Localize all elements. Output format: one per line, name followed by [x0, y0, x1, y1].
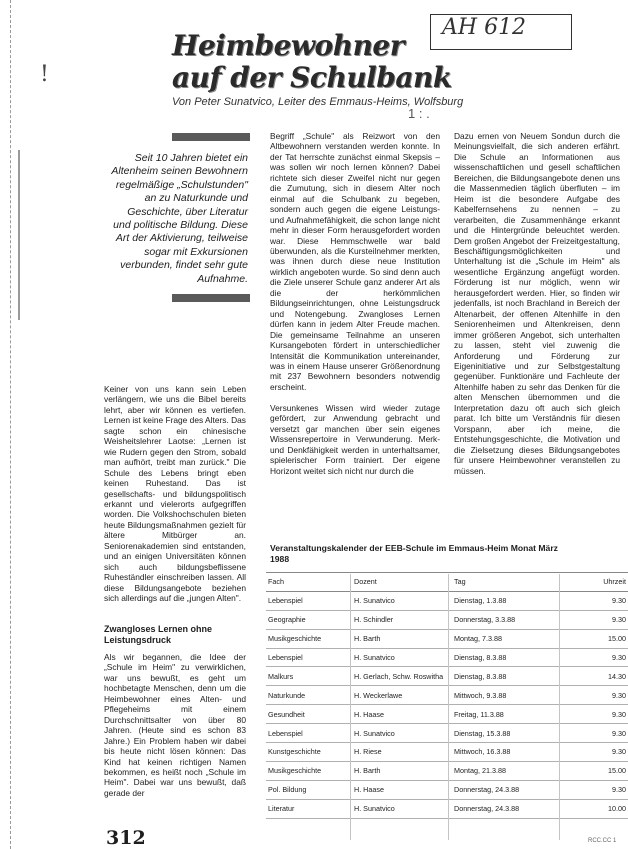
- schedule-cell-day: Donnerstag, 24.3.88: [452, 780, 566, 799]
- schedule-row: [266, 610, 628, 629]
- schedule-table: [266, 572, 628, 819]
- schedule-cell-lecturer: H. Sunatvico: [352, 648, 452, 667]
- body-subheading: Zwangloses Lernen ohne Leistungsdruck: [104, 624, 213, 645]
- schedule-cell-subject: Literatur: [266, 799, 352, 818]
- schedule-header-row: [266, 573, 628, 592]
- schedule-cell-day: Freitag, 11.3.88: [452, 705, 566, 724]
- schedule-cell-lecturer: H. Sunatvico: [352, 724, 452, 743]
- schedule-cell-time: 9.30: [566, 686, 628, 705]
- schedule-column-divider: [350, 574, 351, 840]
- page-number: 312: [106, 827, 146, 849]
- schedule-cell-subject: Malkurs: [266, 667, 352, 686]
- schedule-cell-time: 15.00: [566, 761, 628, 780]
- title-line-1: Heimbewohner: [172, 29, 404, 62]
- teaser-top-bar: [172, 133, 250, 141]
- schedule-cell-day: Mittwoch, 9.3.88: [452, 686, 566, 705]
- margin-bracket: [18, 150, 24, 320]
- schedule-cell-day: Dienstag, 8.3.88: [452, 667, 566, 686]
- schedule-cell-subject: Gesundheit: [266, 705, 352, 724]
- schedule-cell-subject: Naturkunde: [266, 686, 352, 705]
- handwritten-scribble: 1 : .: [408, 106, 430, 121]
- schedule-cell-lecturer: H. Sunatvico: [352, 591, 452, 610]
- schedule-header-subject: Fach: [266, 573, 352, 592]
- schedule-cell-lecturer: H. Barth: [352, 629, 452, 648]
- schedule-row: [266, 629, 628, 648]
- archive-stamp-text: AH 612: [442, 15, 527, 40]
- schedule-cell-day: Donnerstag, 3.3.88: [452, 610, 566, 629]
- schedule-column-divider: [559, 574, 560, 840]
- schedule-cell-subject: Geographie: [266, 610, 352, 629]
- schedule-cell-lecturer: H. Riese: [352, 743, 452, 762]
- schedule-row: [266, 799, 628, 818]
- schedule-row: [266, 591, 628, 610]
- schedule-cell-subject: Lebenspiel: [266, 591, 352, 610]
- schedule-cell-time: 9.30: [566, 724, 628, 743]
- schedule-cell-subject: Musikgeschichte: [266, 629, 352, 648]
- article-byline: Von Peter Sunatvico, Leiter des Emmaus-Heims, Wolfsburg: [172, 96, 464, 108]
- schedule-cell-subject: Lebenspiel: [266, 648, 352, 667]
- schedule-cell-day: Dienstag, 8.3.88: [452, 648, 566, 667]
- schedule-header-day: Tag: [452, 573, 566, 592]
- schedule-cell-lecturer: H. Weckerlawe: [352, 686, 452, 705]
- schedule-cell-time: 15.00: [566, 629, 628, 648]
- body-column-2: Begriff „Schule" als Reizwort von den Altbewohnern verstanden werden konnte. In der Tat herrschte zunächst einmal Skepsis – was sollen wir noch lernen können? Dabei richtete sich dieser Zweifel nicht nur gegen die Zumutung, sich in diesem Alter noch einmal auf die Schulbank zu begeben, sondern auch gegen die eigene Leistungs- und Aufnahmefähigkeit, die schon lange nicht mehr in dieser Form herausgefordert worden war. Diese Hemmschwelle war bald überwunden, als die Kursteilnehmer merkten, was ihnen durch diese neue Institution wirklich angeboten wurde. So sind denn auch die Ziele unserer Schule ganz anderer Art als die der herkömmlichen Bildungseinrichtungen, ohne Leistungsdruck und Notengebung. Zwangloses Lernen dürfen kann in jedem Alter Freude machen. Die gemeinsame Teilnahme an unseren Kursangeboten fördert in unterschiedlicher Intensität die Kommunikation untereinander, was in einem Hause unserer Größenordnung mit 237 Bewohnern besonders notwendig erscheint. Versunkenes Wissen wird wieder zutage gefördert, zur Anwendung gebracht und versetzt gar manchen über sein eigenes Wissensrepertoire in Verwunderung. Merk- und Denkfähigkeit werden in unterhaltsamer, spielerischer Form trainiert. Der eigene Horizont weitet sich nicht nur durch die: [270, 131, 440, 476]
- footer-mark: RCC.CC 1: [588, 838, 617, 844]
- schedule-cell-subject: Kunstgeschichte: [266, 743, 352, 762]
- schedule-cell-time: 9.30: [566, 705, 628, 724]
- schedule-cell-subject: Lebenspiel: [266, 724, 352, 743]
- schedule-cell-lecturer: H. Barth: [352, 761, 452, 780]
- title-line-2: auf der Schulbank: [172, 61, 452, 94]
- article-title: [172, 30, 452, 94]
- schedule-row: [266, 780, 628, 799]
- schedule-cell-day: Montag, 21.3.88: [452, 761, 566, 780]
- schedule-cell-time: 9.30: [566, 610, 628, 629]
- schedule-cell-subject: Musikgeschichte: [266, 761, 352, 780]
- schedule-title: Veranstaltungskalender der EEB-Schule im Emmaus-Heim Monat März 1988: [270, 543, 558, 564]
- schedule-cell-day: Montag, 7.3.88: [452, 629, 566, 648]
- schedule-cell-subject: Pol. Bildung: [266, 780, 352, 799]
- schedule-row: [266, 724, 628, 743]
- schedule-cell-day: Donnerstag, 24.3.88: [452, 799, 566, 818]
- article-teaser: Seit 10 Jahren bietet ein Altenheim seinen Bewohnern regelmäßige „Schulstunden" an zu Naturkunde und Geschichte, über Literatur und politische Bildung. Diese Art der Aktivierung, teilweise sogar mit Exkursionen verbunden, findet sehr gute Aufnahme.: [111, 152, 248, 285]
- schedule-row: [266, 743, 628, 762]
- schedule-header-lecturer: Dozent: [352, 573, 452, 592]
- schedule-column-divider: [448, 574, 449, 840]
- scan-margin-line: [10, 0, 11, 849]
- schedule-cell-lecturer: H. Haase: [352, 705, 452, 724]
- schedule-header-time: Uhrzeit: [566, 573, 628, 592]
- schedule-row: [266, 648, 628, 667]
- margin-exclamation-mark: !: [40, 62, 49, 87]
- schedule-cell-lecturer: H. Haase: [352, 780, 452, 799]
- schedule-cell-time: 9.30: [566, 780, 628, 799]
- schedule-row: [266, 761, 628, 780]
- body-column-1-intro: Keiner von uns kann sein Leben verlängern, wie uns die Bibel bereits lehrt, aber wir können es vertiefen. Lernen ist keine Frage des Alters. Das sagte schon ein chinesische Weisheitslehrer Laotse: „Lernen ist wie Rudern gegen den Strom, sobald man aufhört, treibt man zurück." Die Schule des Lebens bringt eben keinen Ruhestand. Das ist gesellschafts- und bildungspolitisch erkannt und vielerorts aufgegriffen worden. Die Volkshochschulen bieten heute Bildungsmaßnahmen gezielt für ältere Mitbürger an. Seniorenakademien sind entstanden, und an einigen Universitäten können sich auch bildungsbeflissene Ruheständler einschreiben lassen. All diese Bildungsangebote beziehen sich allerdings auf die „jungen Alten".: [104, 384, 246, 604]
- schedule-cell-day: Mittwoch, 16.3.88: [452, 743, 566, 762]
- schedule-cell-time: 9.30: [566, 648, 628, 667]
- schedule-row: [266, 705, 628, 724]
- schedule-cell-lecturer: H. Schindler: [352, 610, 452, 629]
- schedule-cell-time: 10.00: [566, 799, 628, 818]
- schedule-row: [266, 667, 628, 686]
- body-column-1-continued: Als wir begannen, die Idee der „Schule im Heim" zu verwirklichen, war uns bewußt, es geht um hochbetagte Menschen, denn um die Heimbewohner eines Alten- und Pflegeheims mit einem Durchschnittsalter von über 80 Jahren. (Heute sind es schon 83 Jahre.) Ein Problem haben wir dabei bis heute nicht lösen können: Das Kind hat keinen richtigen Namen bekommen, es heißt noch „Schule im Heim". Dabei war uns bewußt, daß gerade der: [104, 652, 246, 798]
- teaser-bottom-bar: [172, 294, 250, 302]
- schedule-cell-time: 9.30: [566, 743, 628, 762]
- body-column-3: Dazu ernen von Neuem Sondun durch die Meinungsvielfalt, die sich anderen erfährt. Die Schule an Informationen aus wissenschaftlichen und gesell schaftlichen Bereichen, die Bildungsangebote denen uns die Massenmedien täglich überfluten – im Heim ist die besondere Aufgabe des Kabelfernsehens zu nennen – zu verarbeiten, die Zusammenhänge erkannt und die Hintergründe beleuchtet werden. Dem großen Angebot der Freizeitgestaltung, Beschäftigungsmöglichkeiten und Unterhaltung ist die „Schule im Heim" als wesentliche Ergänzung angefügt worden. Förderung ist nur möglich, wenn wir herausgefordert werden. Hier, so finden wir jedenfalls, ist noch Brachland in Bereich der Altenarbeit, der offenen Altenhilfe in den Seniorenheimen und Altenkreisen, denn immer größeren Angebot, sich unterhalten zu lassen, steht viel zuwenig die Anforderung und Förderung zur Eigeninitiative und zur Selbstgestaltung gegenüber. Funktionäre und Fachleute der Altenhilfe haben zu sehr das Denken für die alten Menschen übernommen und die Interpretation dazu oft auch sich gleich parat. Ich bitte um Verständnis für diesen Vorspann, aber ich meine, die Entstehungsgeschichte, die Motivation und die Zielsetzung dieses Bildungsangebotes für unsere Heimbewohner veranstellen zu müssen.: [454, 131, 620, 476]
- schedule-cell-day: Dienstag, 1.3.88: [452, 591, 566, 610]
- schedule-cell-lecturer: H. Gerlach, Schw. Roswitha: [352, 667, 452, 686]
- schedule-cell-time: 9.30: [566, 591, 628, 610]
- schedule-cell-time: 14.30: [566, 667, 628, 686]
- schedule-row: [266, 686, 628, 705]
- schedule-cell-day: Dienstag, 15.3.88: [452, 724, 566, 743]
- schedule-cell-lecturer: H. Sunatvico: [352, 799, 452, 818]
